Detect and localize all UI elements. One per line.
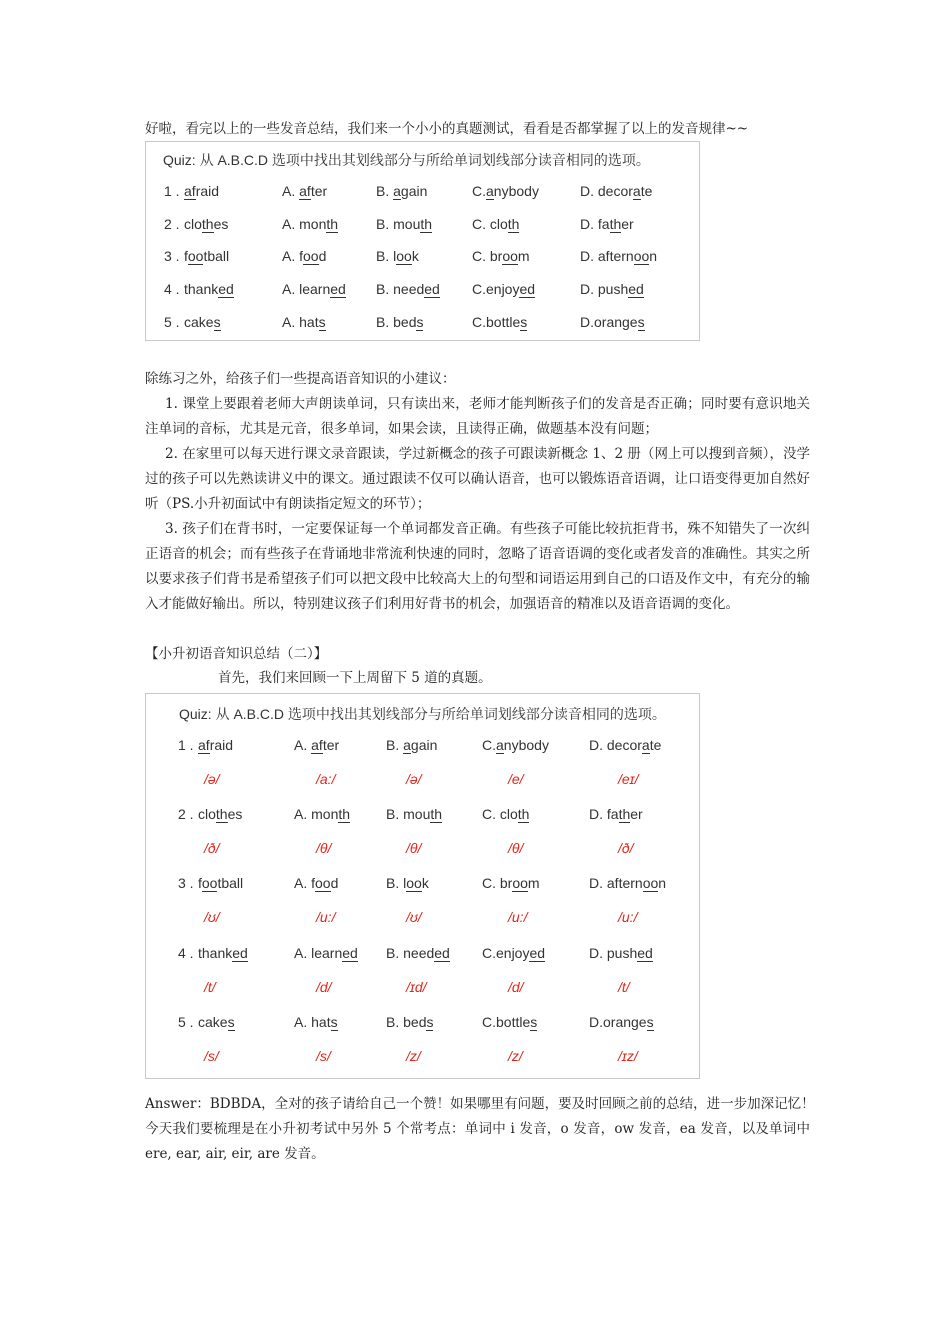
question-word: afraid [184,183,220,199]
tip-3: 3. 孩子们在背书时，一定要保证每一个单词都发音正确。有些孩子可能比较抗拒背书，殊不知错失了一次纠正语音的机会；而有些孩子在背诵地非常流利快速的同时，忽略了语音语调的变化或者发音的准确性。其实之所以要求孩子们背书是希望孩子们可以把文段中比较高大上的句型和词语运用到自己的口语及作文中，有充分的输入才能做好输出。所以，特别建议孩子们利用好背书的机会，加强语音的精准以及语音语调的变化。 [145,521,810,612]
phonetic-answer: /ʊ/ [204,909,220,925]
question-number: 1 . [178,737,194,753]
phonetic-answer: /s/ [316,1048,331,1064]
quiz-title: Quiz: 从 A.B.C.D 选项中找出其划线部分与所给单词划线部分读音相同的选项。 [163,152,650,168]
quiz-title-2: Quiz: 从 A.B.C.D 选项中找出其划线部分与所给单词划线部分读音相同的选项。 [179,706,666,722]
option-d: D.oranges [589,1014,654,1030]
option-d: D. pushed [589,945,653,961]
intro-text: 好啦，看完以上的一些发音总结，我们来一个小小的真题测试，看看是否都掌握了以上的发音规律~~ [145,121,749,137]
phonetic-answer: /ɪd/ [406,979,427,995]
question-word: afraid [198,737,234,753]
question-number: 1 . [164,183,180,199]
phonetic-answer: /u:/ [316,909,336,925]
phonetic-answer: /d/ [316,979,332,995]
option-d: D.oranges [580,314,645,330]
option-a: A. month [282,216,339,232]
question-number: 2 . [164,216,180,232]
option-b: B. look [386,875,429,891]
question-number: 3 . [164,248,180,264]
phonetic-answer: /d/ [508,979,524,995]
phonetic-answer: /t/ [204,979,216,995]
option-c: C. broom [472,248,530,264]
option-b: B. beds [386,1014,434,1030]
phonetic-answer: /u:/ [618,909,638,925]
option-b: B. again [386,737,438,753]
phonetic-answer: /s/ [204,1048,219,1064]
question-number: 4 . [164,281,180,297]
option-c: C.enjoyed [472,281,536,297]
option-a: A. food [282,248,327,264]
option-c: C. cloth [472,216,520,232]
tip-2: 2. 在家里可以每天进行课文录音跟读，学过新概念的孩子可跟读新概念 1、2 册（网上可以搜到音频），没学过的孩子可以先熟读讲义中的课文。通过跟读不仅可以确认语音，也可以锻炼语音语调，让口语变得更加自然好听（PS.小升初面试中有朗读指定短文的环节）； [145,446,810,512]
question-number: 3 . [178,875,194,891]
option-a: A. after [282,183,328,199]
option-c: C.enjoyed [482,945,546,961]
option-a: A. hats [294,1014,338,1030]
closing-text: 今天我们要梳理是在小升初考试中另外 5 个常考点：单词中 i 发音，o 发音，ow 发音，ea 发音，以及单词中 ere, ear, air, eir, are 发音。 [145,1121,810,1162]
phonetic-answer: /t/ [618,979,630,995]
question-number: 2 . [178,806,194,822]
option-d: D. afternoon [580,248,658,264]
option-c: C.anybody [482,737,549,753]
option-b: B. beds [376,314,424,330]
option-a: A. learned [282,281,346,297]
phonetic-answer: /ʊ/ [406,909,422,925]
phonetic-answer: /e/ [508,771,524,787]
tips-heading: 除练习之外，给孩子们一些提高语音知识的小建议： [145,371,456,387]
option-b: B. mouth [386,806,443,822]
phonetic-answer: /θ/ [316,840,332,856]
question-number: 4 . [178,945,194,961]
phonetic-answer: /ə/ [406,771,422,787]
question-word: thanked [198,945,248,961]
phonetic-answer: /eɪ/ [618,771,639,787]
phonetic-answer: /ð/ [204,840,220,856]
option-c: C.bottles [472,314,528,330]
phonetic-answer: /a:/ [316,771,336,787]
tip-1: 1. 课堂上要跟着老师大声朗读单词，只有读出来，老师才能判断孩子们的发音是否正确；同时要有意识地关注单词的音标，尤其是元音，很多单词，如果会读，且读得正确，做题基本没有问题； [145,396,810,437]
option-c: C.anybody [472,183,539,199]
question-word: thanked [184,281,234,297]
option-d: D. afternoon [589,875,667,891]
option-b: B. mouth [376,216,433,232]
phonetic-answer: /θ/ [508,840,524,856]
question-word: clothes [184,216,229,232]
answer-line: Answer：BDBDA，全对的孩子请给自己一个赞！如果哪里有问题，要及时回顾之前的总结，进一步加深记忆！ [145,1096,815,1112]
option-a: A. after [294,737,340,753]
question-word: football [184,248,230,264]
question-number: 5 . [178,1014,194,1030]
section-heading: 【小升初语音知识总结（二）】 [145,646,328,662]
option-c: C.bottles [482,1014,538,1030]
phonetic-answer: /ð/ [618,840,634,856]
option-b: B. again [376,183,428,199]
question-word: clothes [198,806,243,822]
phonetic-answer: /z/ [406,1048,421,1064]
phonetic-answer: /ə/ [204,771,220,787]
review-line: 首先，我们来回顾一下上周留下 5 道的真题。 [218,670,492,686]
question-word: cakes [184,314,221,330]
question-word: cakes [198,1014,235,1030]
option-a: A. month [294,806,351,822]
quiz-image-1 [145,141,700,341]
option-c: C. cloth [482,806,530,822]
phonetic-answer: /θ/ [406,840,422,856]
option-d: D. decorate [589,737,662,753]
quiz-image-2 [145,693,700,1079]
phonetic-answer: /u:/ [508,909,528,925]
question-word: football [198,875,244,891]
option-b: B. needed [386,945,450,961]
option-b: B. look [376,248,419,264]
option-d: D. father [589,806,643,822]
phonetic-answer: /z/ [508,1048,523,1064]
phonetic-answer: /ɪz/ [618,1048,638,1064]
option-a: A. hats [282,314,326,330]
option-b: B. needed [376,281,440,297]
option-d: D. pushed [580,281,644,297]
option-a: A. learned [294,945,358,961]
question-number: 5 . [164,314,180,330]
option-d: D. decorate [580,183,653,199]
option-c: C. broom [482,875,540,891]
option-d: D. father [580,216,634,232]
option-a: A. food [294,875,339,891]
